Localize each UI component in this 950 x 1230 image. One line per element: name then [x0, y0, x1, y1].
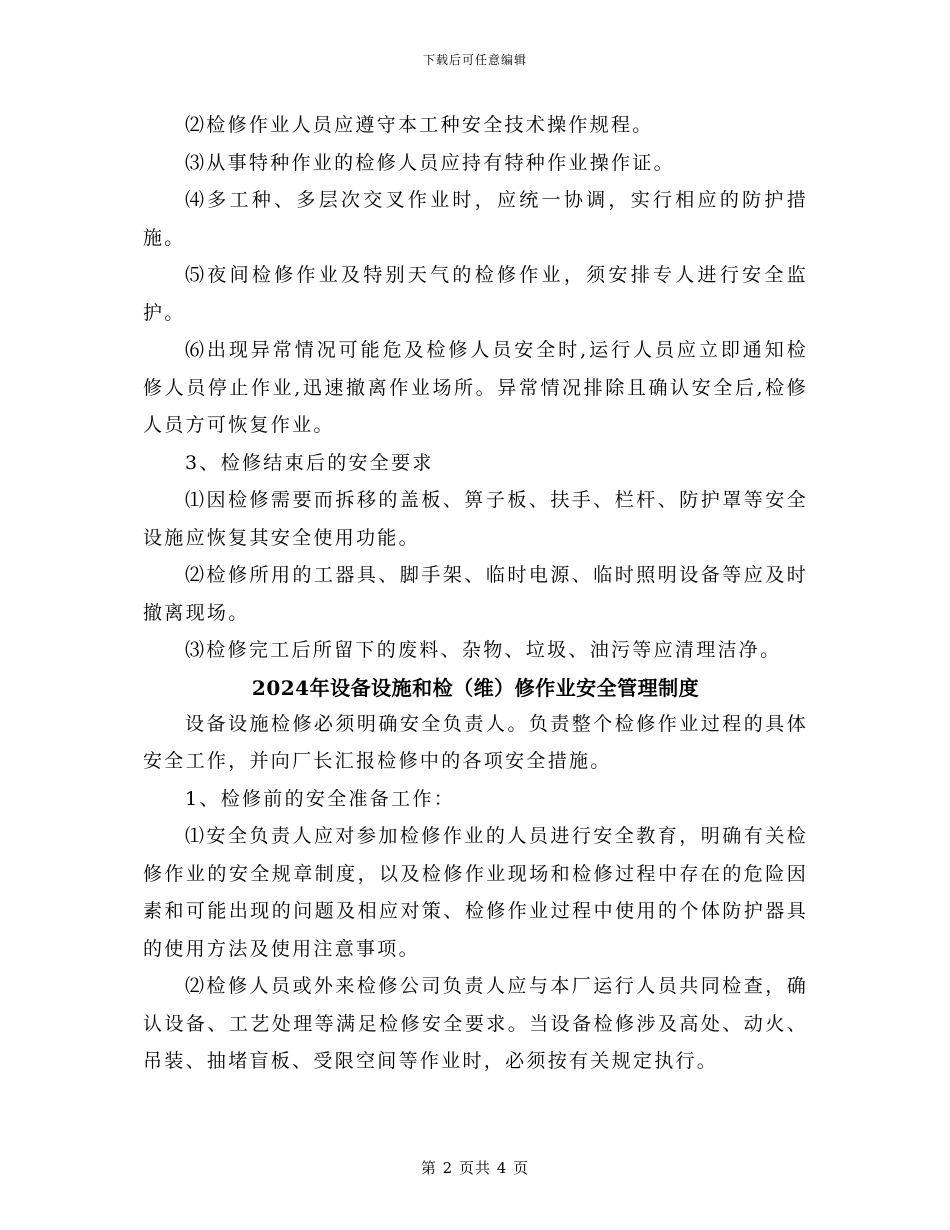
paragraph-item-2-tools: ⑵检修所用的工器具、脚手架、临时电源、临时照明设备等应及时撤离现场。: [143, 564, 808, 624]
intro-paragraph: 设备设施检修必须明确安全负责人。负责整个检修作业过程的具体安全工作，并向厂长汇报检修中的各项安全措施。: [143, 712, 808, 772]
paragraph-item-3: ⑶从事特种作业的检修人员应持有特种作业操作证。: [185, 151, 675, 174]
paragraph-item-1-education: ⑴安全负责人应对参加检修作业的人员进行安全教育，明确有关检修作业的安全规章制度，以及检修作业现场和检修过程中存在的危险因素和可能出现的问题及相应对策、检修作业过程中使用的个体防护器具的使用方法及使用注意事项。: [143, 825, 808, 960]
paragraph-item-5: ⑸夜间检修作业及特别天气的检修作业，须安排专人进行安全监护。: [143, 264, 808, 324]
paragraph-item-6: ⑹出现异常情况可能危及检修人员安全时,运行人员应立即通知检修人员停止作业,迅速撤离作业场所。异常情况排除且确认安全后,检修人员方可恢复作业。: [143, 339, 808, 436]
paragraph-item-3-cleanup: ⑶检修完工后所留下的废料、杂物、垃圾、油污等应清理洁净。: [185, 639, 782, 661]
section-heading-3: 3、检修结束后的安全要求: [185, 451, 434, 474]
paragraph-item-2-inspection: ⑵检修人员或外来检修公司负责人应与本厂运行人员共同检查，确认设备、工艺处理等满足检修安全要求。当设备检修涉及高处、动火、吊装、抽堵盲板、受限空间等作业时，必须按有关规定执行。: [143, 975, 808, 1072]
paragraph-item-1-restore: ⑴因检修需要而拆移的盖板、箅子板、扶手、栏杆、防护罩等安全设施应恢复其安全使用功能。: [143, 489, 808, 549]
paragraph-item-2: ⑵检修作业人员应遵守本工种安全技术操作规程。: [185, 114, 654, 136]
section-heading-1: 1、检修前的安全准备工作：: [185, 787, 455, 810]
document-title: 2024年设备设施和检（维）修作业安全管理制度: [251, 675, 700, 700]
paragraph-item-4: ⑷多工种、多层次交叉作业时，应统一协调，实行相应的防护措施。: [143, 189, 808, 249]
document-body: [143, 107, 808, 1081]
page-header: 下载后可任意编辑: [422, 53, 527, 67]
page-footer: 第 2 页共 4 页: [420, 1159, 530, 1177]
